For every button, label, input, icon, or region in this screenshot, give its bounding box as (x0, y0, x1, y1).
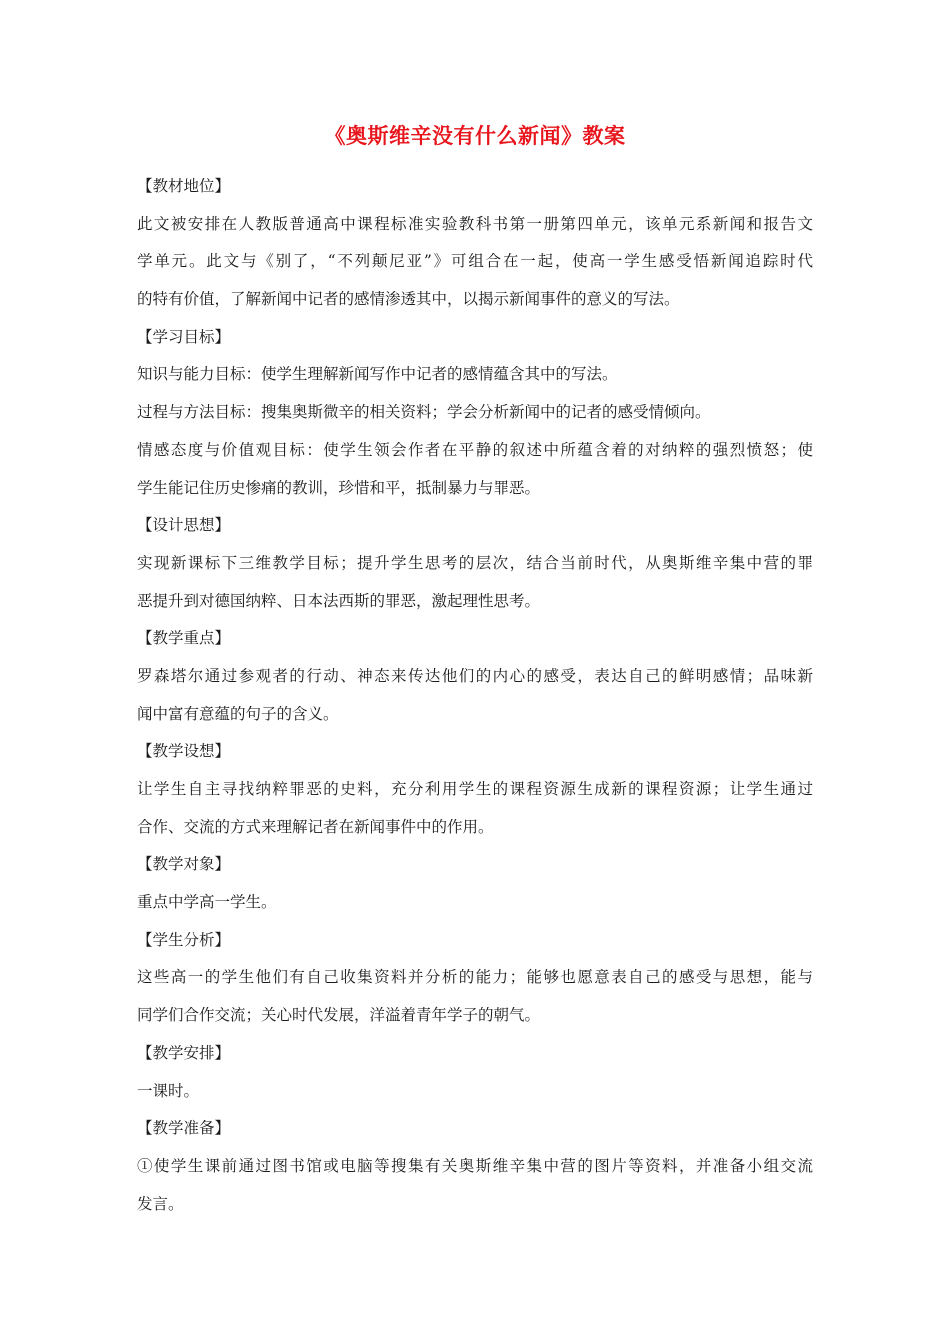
section-heading-teaching-arrangement: 【教学安排】 (137, 1043, 231, 1062)
paragraph-line: 重点中学高一学生。 (137, 893, 277, 912)
section-heading-teaching-target: 【教学对象】 (137, 855, 231, 874)
paragraph-line: 过程与方法目标：搜集奥斯微辛的相关资料；学会分析新闻中的记者的感受情倾向。 (137, 403, 711, 422)
paragraph-line: 此文被安排在人教版普通高中课程标准实验教科书第一册第四单元，该单元系新闻和报告文 (137, 214, 813, 233)
paragraph-line: 发言。 (137, 1194, 184, 1213)
section-heading-learning-goals: 【学习目标】 (137, 327, 231, 346)
document-title: 《奥斯维辛没有什么新闻》教案 (324, 124, 626, 148)
section-heading-teaching-plan: 【教学设想】 (137, 742, 231, 761)
paragraph-line: 一课时。 (137, 1081, 200, 1100)
paragraph-line: 恶提升到对德国纳粹、日本法西斯的罪恶，激起理性思考。 (137, 591, 541, 610)
paragraph-line: 罗森塔尔通过参观者的行动、神态来传达他们的内心的感受，表达自己的鲜明感情；品味新 (137, 666, 813, 685)
paragraph-line: 同学们合作交流；关心时代发展，洋溢着青年学子的朝气。 (137, 1006, 541, 1025)
paragraph-line: 闻中富有意蕴的句子的含义。 (137, 704, 339, 723)
section-heading-teaching-preparation: 【教学准备】 (137, 1119, 231, 1138)
document-body (137, 172, 813, 1227)
paragraph-line: ①使学生课前通过图书馆或电脑等搜集有关奥斯维辛集中营的图片等资料，并准备小组交流 (137, 1156, 813, 1175)
paragraph-line: 这些高一的学生他们有自己收集资料并分析的能力；能够也愿意表自己的感受与思想，能与 (137, 968, 813, 987)
section-heading-design-thinking: 【设计思想】 (137, 516, 231, 535)
paragraph-line: 的特有价值，了解新闻中记者的感情渗透其中，以揭示新闻事件的意义的写法。 (137, 290, 680, 309)
section-heading-textbook-position: 【教材地位】 (137, 177, 231, 195)
paragraph-line: 学单元。此文与《别了，“不列颠尼亚”》可组合在一起，使高一学生感受悟新闻追踪时代 (137, 252, 813, 271)
paragraph-line: 学生能记住历史惨痛的教训，珍惜和平，抵制暴力与罪恶。 (137, 478, 541, 497)
paragraph-line: 知识与能力目标：使学生理解新闻写作中记者的感情蕴含其中的写法。 (137, 365, 618, 384)
paragraph-line: 让学生自主寻找纳粹罪恶的史料，充分利用学生的课程资源生成新的课程资源；让学生通过 (137, 780, 813, 798)
section-heading-teaching-focus: 【教学重点】 (137, 629, 231, 648)
paragraph-line: 实现新课标下三维教学目标；提升学生思考的层次，结合当前时代，从奥斯维辛集中营的罪 (137, 553, 813, 572)
section-heading-student-analysis: 【学生分析】 (137, 930, 231, 949)
paragraph-line: 情感态度与价值观目标：使学生领会作者在平静的叙述中所蕴含着的对纳粹的强烈愤怒；使 (137, 440, 813, 459)
paragraph-line: 合作、交流的方式来理解记者在新闻事件中的作用。 (137, 817, 494, 836)
